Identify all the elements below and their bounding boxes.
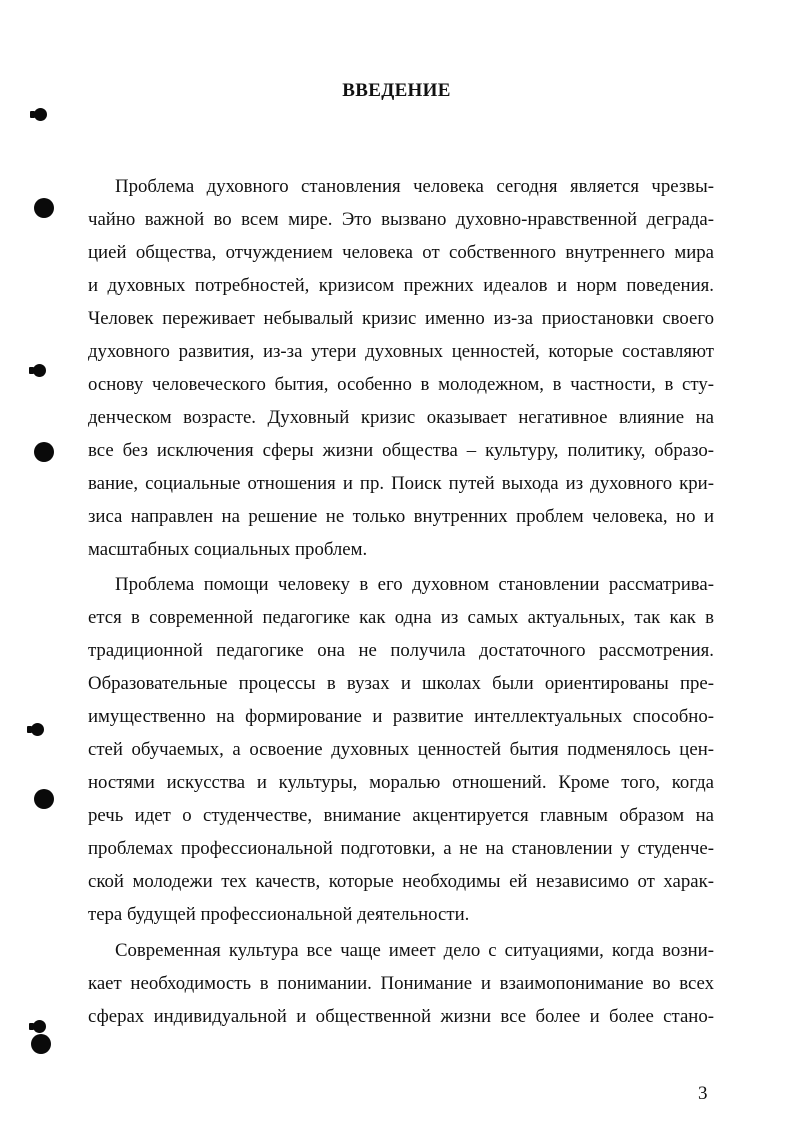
paragraph-3-line-1: Современная культура все чаще имеет дело с ситуациями, когда возни- — [115, 940, 714, 961]
paragraph-2-line-4: Образовательные процессы в вузах и школах были ориентированы пре- — [88, 673, 714, 694]
paragraph-1-line-12: масштабных социальных проблем. — [88, 539, 368, 560]
paragraph-2-line-8: речь идет о студенчестве, внимание акцентируется главным образом на — [88, 805, 714, 826]
punch-hole-4 — [34, 442, 54, 462]
paragraph-1-line-11: зиса направлен на решение не только внутренних проблем человека, но и — [88, 506, 714, 527]
paragraph-2-line-3: традиционной педагогике она не получила достаточного рассмотрения. — [88, 640, 714, 661]
paragraph-1-line-6: духовного развития, из-за утери духовных ценностей, которые составляют — [88, 341, 714, 362]
paragraph-2-line-11: тера будущей профессиональной деятельности. — [88, 904, 470, 925]
paragraph-1-line-3: цией общества, отчуждением человека от собственного внутреннего мира — [88, 242, 714, 263]
punch-hole-3 — [33, 364, 46, 377]
paragraph-2-line-6: стей обучаемых, а освоение духовных ценностей бытия подменялось цен- — [88, 739, 714, 760]
punch-hole-6 — [34, 789, 54, 809]
paragraph-1-line-2: чайно важной во всем мире. Это вызвано духовно-нравственной деграда- — [88, 209, 714, 230]
paragraph-1-line-1: Проблема духовного становления человека сегодня является чрезвы- — [115, 176, 714, 197]
punch-hole-8 — [31, 1034, 51, 1054]
paragraph-2-line-9: проблемах профессиональной подготовки, а не на становлении у студенче- — [88, 838, 714, 859]
paragraph-2-line-2: ется в современной педагогике как одна из самых актуальных, так как в — [88, 607, 714, 628]
paragraph-1-line-10: вание, социальные отношения и пр. Поиск путей выхода из духовного кри- — [88, 473, 714, 494]
paragraph-1-line-4: и духовных потребностей, кризисом прежних идеалов и норм поведения. — [88, 275, 714, 296]
paragraph-2-line-10: ской молодежи тех качеств, которые необходимы ей независимо от харак- — [88, 871, 714, 892]
page-number: 3 — [698, 1083, 708, 1104]
paragraph-1-line-9: все без исключения сферы жизни общества – культуру, политику, образо- — [88, 440, 714, 461]
paragraph-1-line-8: денческом возрасте. Духовный кризис оказывает негативное влияние на — [88, 407, 714, 428]
page-title: ВВЕДЕНИЕ — [342, 80, 451, 101]
punch-hole-1 — [34, 108, 47, 121]
paragraph-1-line-5: Человек переживает небывалый кризис именно из-за приостановки своего — [88, 308, 714, 329]
punch-hole-7 — [33, 1020, 46, 1033]
paragraph-1-line-7: основу человеческого бытия, особенно в молодежном, в частности, в сту- — [88, 374, 714, 395]
paragraph-2-line-5: имущественно на формирование и развитие интеллектуальных способно- — [88, 706, 714, 727]
paragraph-2-line-7: ностями искусства и культуры, моралью отношений. Кроме того, когда — [88, 772, 714, 793]
punch-hole-5 — [31, 723, 44, 736]
paragraph-3-line-2: кает необходимость в понимании. Понимание и взаимопонимание во всех — [88, 973, 714, 994]
paragraph-2-line-1: Проблема помощи человеку в его духовном становлении рассматрива- — [115, 574, 714, 595]
punch-hole-2 — [34, 198, 54, 218]
paragraph-3-line-3: сферах индивидуальной и общественной жизни все более и более стано- — [88, 1006, 714, 1027]
